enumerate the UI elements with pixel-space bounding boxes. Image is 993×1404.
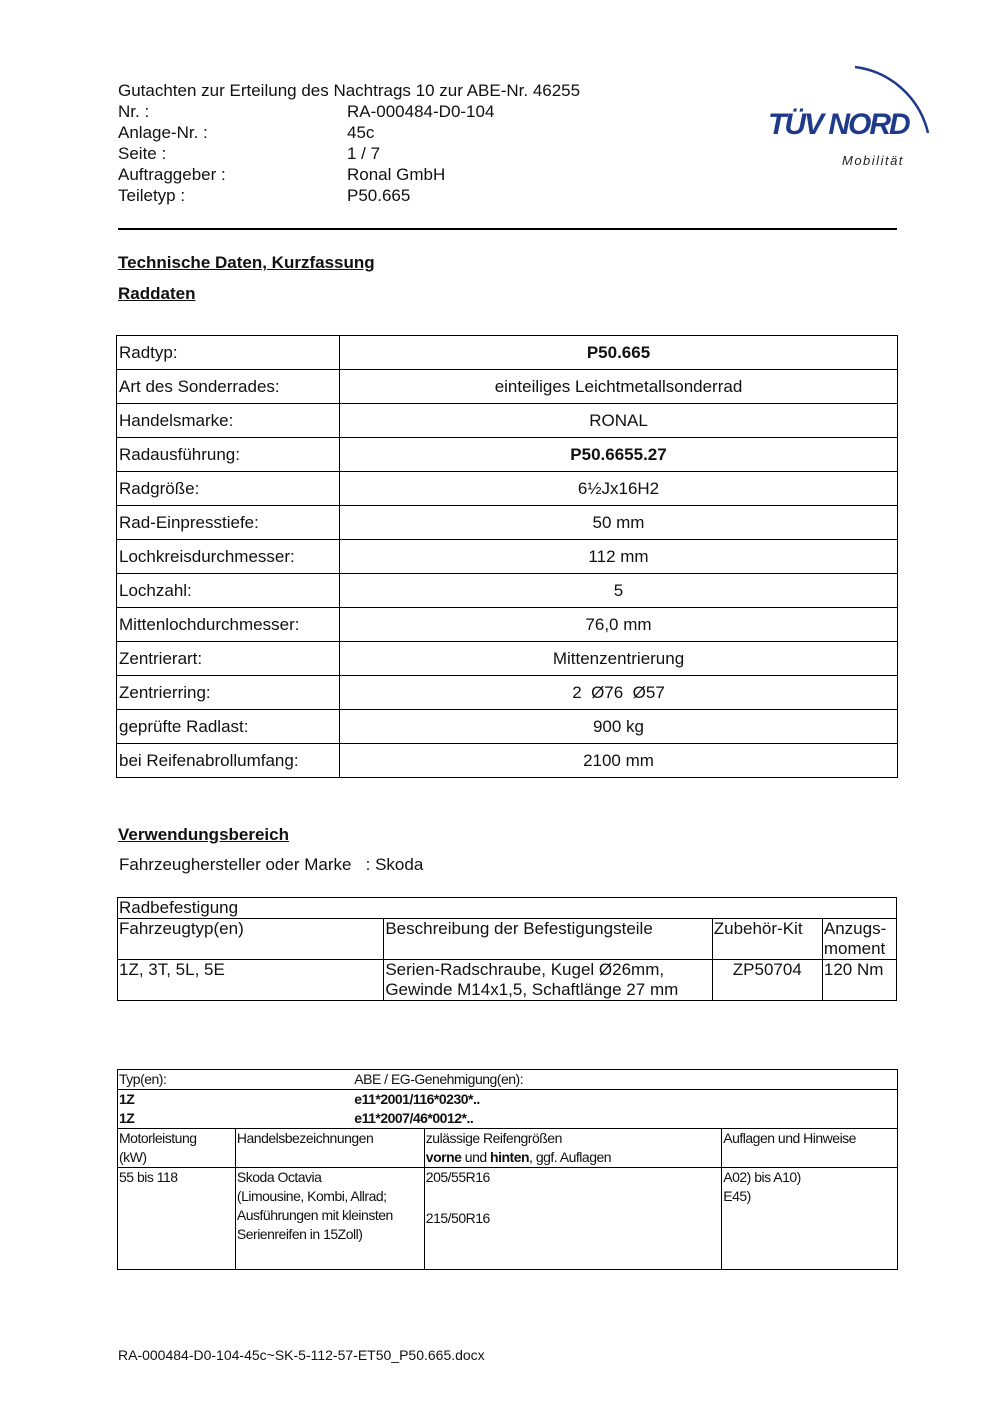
cell-line: A02) bis A10) (723, 1169, 801, 1185)
header-label: Nr. : (118, 102, 150, 121)
raddaten-key: Rad-Einpresstiefe: (117, 506, 340, 540)
radbefestigung-title: Radbefestigung (118, 898, 897, 919)
document-title: Gutachten zur Erteilung des Nachtrags 10 zur ABE-Nr. 46255 (118, 81, 581, 100)
und-text: und (461, 1149, 491, 1165)
table-row (117, 744, 898, 778)
column-header (424, 1129, 721, 1168)
table-row (117, 404, 898, 438)
table-row (118, 898, 897, 919)
raddaten-value: Mittenzentrierung (340, 642, 898, 676)
header-row-seite (118, 143, 380, 164)
raddaten-value: 2 Ø76 Ø57 (340, 676, 898, 710)
cell-line: Ausführungen mit kleinsten (236, 1207, 393, 1223)
abe-label-cell (354, 1070, 897, 1090)
cell-line: Serien-Radschraube, Kugel Ø26mm, (385, 960, 665, 979)
raddaten-value: 5 (340, 574, 898, 608)
raddaten-key: bei Reifenabrollumfang: (117, 744, 340, 778)
header-divider (118, 228, 897, 230)
raddaten-key: Handelsmarke: (117, 404, 340, 438)
raddaten-key: Radgröße: (117, 472, 340, 506)
typ-value: 1Z (119, 1091, 135, 1107)
column-header: Fahrzeugtyp(en) (118, 919, 384, 960)
anzugsmoment-cell: 120 Nm (822, 960, 896, 1001)
raddaten-value: einteiliges Leichtmetallsonderrad (340, 370, 898, 404)
header-line: Anzugs- (823, 919, 887, 938)
table-row (117, 642, 898, 676)
header-value: P50.665 (347, 186, 411, 205)
cell-line: 205/55R16 (425, 1169, 490, 1185)
footer-filename: RA-000484-D0-104-45c~SK-5-112-57-ET50_P50.665.docx (118, 1347, 485, 1363)
logo-brand: TÜV NORD (768, 108, 909, 141)
header-line: zulässige Reifengrößen (425, 1130, 562, 1146)
table-row (117, 438, 898, 472)
manufacturer-separator: : (365, 855, 371, 874)
tuev-nord-logo (760, 55, 940, 175)
hinten-text: hinten (490, 1149, 530, 1165)
genehmigung-table (117, 1069, 898, 1270)
raddaten-value: 6½Jx16H2 (340, 472, 898, 506)
column-header (822, 919, 896, 960)
abe-values-cell (354, 1090, 897, 1129)
table-row (117, 506, 898, 540)
manufacturer-line (119, 855, 423, 875)
manufacturer-value: Skoda (375, 855, 424, 874)
vorne-text: vorne (425, 1149, 462, 1165)
abe-value: e11*2001/116*0230*.. (354, 1091, 480, 1107)
section-subtitle-raddaten: Raddaten (118, 284, 196, 303)
column-header: Beschreibung der Befestigungsteile (384, 919, 712, 960)
table-row (118, 1129, 898, 1168)
logo-arc-icon (760, 55, 940, 175)
table-row (117, 608, 898, 642)
section-title-technische-daten: Technische Daten, Kurzfassung (118, 253, 375, 272)
raddaten-key: Lochzahl: (117, 574, 340, 608)
cell-line: Skoda Octavia (236, 1169, 322, 1185)
header-value: 1 / 7 (347, 144, 381, 163)
header-label: Auftraggeber : (118, 165, 226, 184)
raddaten-key: Zentrierart: (117, 642, 340, 676)
header-label: Anlage-Nr. : (118, 123, 208, 142)
raddaten-key: Mittenlochdurchmesser: (117, 608, 340, 642)
column-header: Zubehör-Kit (712, 919, 822, 960)
radbefestigung-table (117, 897, 897, 1001)
section-title-verwendungsbereich: Verwendungsbereich (118, 825, 289, 844)
column-header: Handelsbezeichnungen (235, 1129, 424, 1168)
motorleistung-cell: 55 bis 118 (118, 1168, 236, 1270)
cell-line: Gewinde M14x1,5, Schaftlänge 27 mm (385, 980, 679, 999)
raddaten-key: Radausführung: (117, 438, 340, 472)
table-row (117, 336, 898, 370)
table-row (117, 574, 898, 608)
reifengroessen-cell (424, 1168, 721, 1270)
header-line: moment (823, 939, 886, 958)
table-row (118, 1090, 898, 1129)
raddaten-table (116, 335, 898, 778)
table-row (118, 1070, 898, 1090)
zubehoer-kit-cell: ZP50704 (712, 960, 822, 1001)
header-row-nr (118, 101, 494, 122)
raddaten-key: Art des Sonderrades: (117, 370, 340, 404)
logo-sub: Mobilität (842, 153, 904, 168)
raddaten-key: Radtyp: (117, 336, 340, 370)
header-value: RA-000484-D0-104 (347, 102, 495, 121)
header-line: Motorleistung (119, 1130, 197, 1146)
raddaten-value: RONAL (340, 404, 898, 438)
raddaten-key: Zentrierring: (117, 676, 340, 710)
abe-label: ABE / EG-Genehmigung(en): (354, 1071, 524, 1087)
typ-label-cell: Typ(en): (118, 1070, 425, 1090)
auflagen-suffix: , ggf. Auflagen (529, 1149, 612, 1165)
raddaten-value: 900 kg (340, 710, 898, 744)
manufacturer-label: Fahrzeughersteller oder Marke (119, 855, 352, 874)
table-row (117, 710, 898, 744)
header-line: (kW) (119, 1149, 147, 1165)
header-label: Teiletyp : (118, 186, 186, 205)
raddaten-value: P50.665 (340, 336, 898, 370)
raddaten-key: Lochkreisdurchmesser: (117, 540, 340, 574)
cell-line: (Limousine, Kombi, Allrad; (236, 1188, 387, 1204)
column-header: Auflagen und Hinweise (722, 1129, 898, 1168)
table-row (118, 1168, 898, 1270)
column-header (118, 1129, 236, 1168)
raddaten-value: P50.6655.27 (340, 438, 898, 472)
table-row (118, 960, 897, 1001)
header-row-teiletyp (118, 185, 410, 206)
fahrzeugtypen-cell: 1Z, 3T, 5L, 5E (118, 960, 384, 1001)
typ-value: 1Z (119, 1110, 135, 1126)
table-row (117, 472, 898, 506)
table-row (117, 540, 898, 574)
header-line (426, 1148, 720, 1167)
table-row (117, 676, 898, 710)
cell-line: 215/50R16 (425, 1210, 490, 1226)
header-label: Seite : (118, 144, 167, 163)
handelsbezeichnung-cell (235, 1168, 424, 1270)
header-row-anlage (118, 122, 374, 143)
table-row (118, 919, 897, 960)
header-value: Ronal GmbH (347, 165, 446, 184)
cell-line: E45) (723, 1188, 751, 1204)
raddaten-value: 112 mm (340, 540, 898, 574)
raddaten-key: geprüfte Radlast: (117, 710, 340, 744)
beschreibung-cell (384, 960, 712, 1001)
auflagen-cell (722, 1168, 898, 1270)
cell-line: Serienreifen in 15Zoll) (236, 1226, 363, 1242)
raddaten-value: 2100 mm (340, 744, 898, 778)
header-value: 45c (347, 123, 375, 142)
abe-value: e11*2007/46*0012*.. (354, 1110, 474, 1126)
header-row-auftraggeber (118, 164, 445, 185)
raddaten-value: 50 mm (340, 506, 898, 540)
table-row (117, 370, 898, 404)
raddaten-value: 76,0 mm (340, 608, 898, 642)
